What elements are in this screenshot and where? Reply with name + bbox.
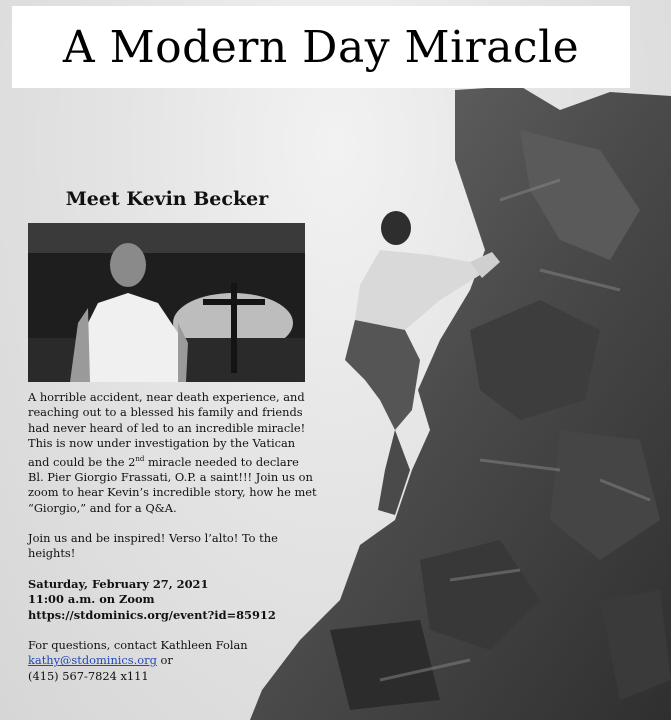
event-time: 11:00 a.m. on Zoom (28, 592, 155, 607)
speaker-photo-image (28, 223, 305, 382)
speaker-photo (28, 223, 305, 382)
event-url[interactable]: https://stdominics.org/event?id=85912 (28, 607, 276, 622)
event-description (28, 390, 318, 684)
speaker-heading: Meet Kevin Becker (65, 188, 269, 210)
inspiration-paragraph: Join us and be inspired! Verso l’alto! To the heights! (28, 531, 278, 561)
contact-email-line: kathy@stdominics.org or (28, 653, 173, 668)
event-date: Saturday, February 27, 2021 (28, 576, 209, 591)
contact-email-link[interactable]: kathy@stdominics.org (28, 653, 157, 668)
page-title: A Modern Day Miracle (62, 21, 580, 73)
description-paragraph: A horrible accident, near death experience, and reaching out to a blessed his family and friends had never heard of led to an incredible miracle! This is now under investigation by the Vatican and could be the 2nd miracle needed to declare Bl. Pier Giorgio Frassati, O.P. a saint!!! Join us on zoom to hear Kevin’s incredible story, how he met “Giorgio,” and for a Q&A. (28, 390, 317, 515)
contact-phone: (415) 567-7824 x111 (28, 668, 149, 683)
title-banner (12, 6, 630, 88)
contact-line: For questions, contact Kathleen Folan (28, 638, 248, 653)
